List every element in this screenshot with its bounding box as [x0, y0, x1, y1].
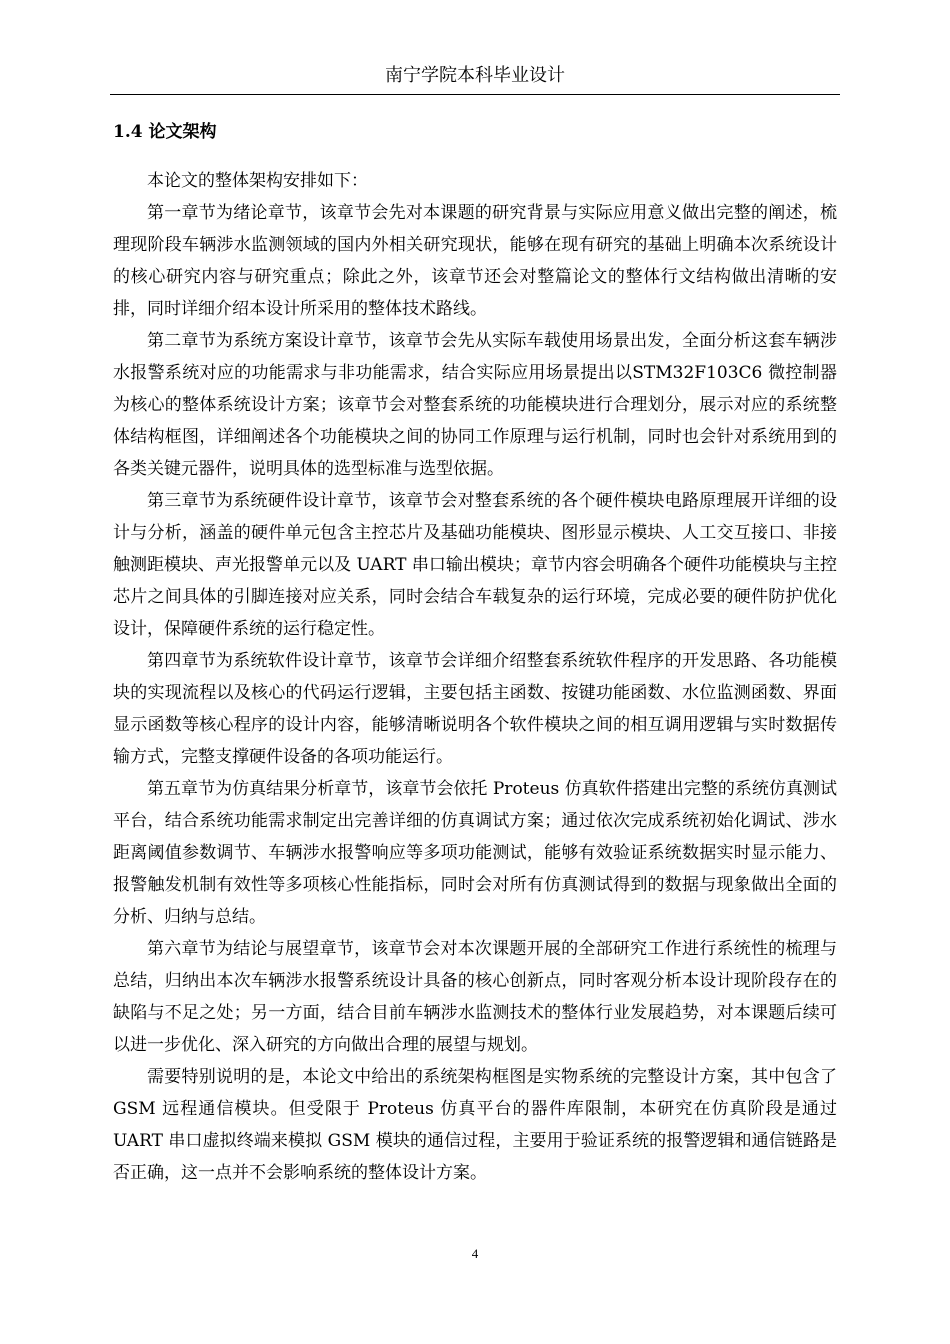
paragraph-chapter-6: 第六章节为结论与展望章节，该章节会对本次课题开展的全部研究工作进行系统性的梳理与总结，归纳出本次车辆涉水报警系统设计具备的核心创新点，同时客观分析本设计现阶段存在的缺陷与不足之处；另一方面，结合目前车辆涉水监测技术的整体行业发展趋势，对本课题后续可以进一步优化、深入研究的方向做出合理的展望与规划。	[113, 939, 837, 1055]
paragraph-chapter-5: 第五章节为仿真结果分析章节，该章节会依托 Proteus 仿真软件搭建出完整的系统仿真测试平台，结合系统功能需求制定出完善详细的仿真调试方案；通过依次完成系统初始化调试、涉水距离阈值参数调节、车辆涉水报警响应等多项功能测试，能够有效验证系统数据实时显示能力、报警触发机制有效性等多项核心性能指标，同时会对所有仿真测试得到的数据与现象做出全面的分析、归纳与总结。	[113, 779, 837, 927]
section-heading: 1.4 论文架构	[113, 122, 217, 142]
paragraph-intro: 本论文的整体架构安排如下：	[147, 171, 368, 191]
paragraph-note: 需要特别说明的是，本论文中给出的系统架构框图是实物系统的完整设计方案，其中包含了 GSM 远程通信模块。但受限于 Proteus 仿真平台的器件库限制，本研究在仿真阶段是通过 UART 串口虚拟终端来模拟 GSM 模块的通信过程，主要用于验证系统的报警逻辑和通信链路是否正确，这一点并不会影响系统的整体设计方案。	[113, 1067, 837, 1183]
paragraph-chapter-4: 第四章节为系统软件设计章节，该章节会详细介绍整套系统软件程序的开发思路、各功能模块的实现流程以及核心的代码运行逻辑，主要包括主函数、按键功能函数、水位监测函数、界面显示函数等核心程序的设计内容，能够清晰说明各个软件模块之间的相互调用逻辑与实时数据传输方式，完整支撑硬件设备的各项功能运行。	[113, 651, 837, 767]
paragraph-chapter-1: 第一章节为绪论章节，该章节会先对本课题的研究背景与实际应用意义做出完整的阐述，梳理现阶段车辆涉水监测领域的国内外相关研究现状，能够在现有研究的基础上明确本次系统设计的核心研究内容与研究重点；除此之外，该章节还会对整篇论文的整体行文结构做出清晰的安排，同时详细介绍本设计所采用的整体技术路线。	[113, 203, 837, 319]
paragraph-chapter-2: 第二章节为系统方案设计章节，该章节会先从实际车载使用场景出发，全面分析这套车辆涉水报警系统对应的功能需求与非功能需求，结合实际应用场景提出以STM32F103C6 微控制器为核心的整体系统设计方案；该章节会对整套系统的功能模块进行合理划分，展示对应的系统整体结构框图，详细阐述各个功能模块之间的协同工作原理与运行机制，同时也会针对系统用到的各类关键元器件，说明具体的选型标准与选型依据。	[113, 331, 837, 479]
page-content	[113, 114, 837, 1189]
page-number: 4	[471, 1246, 479, 1261]
page-header: 南宁学院本科毕业设计	[110, 62, 840, 95]
paragraph-chapter-3: 第三章节为系统硬件设计章节，该章节会对整套系统的各个硬件模块电路原理展开详细的设计与分析，涵盖的硬件单元包含主控芯片及基础功能模块、图形显示模块、人工交互接口、非接触测距模块、声光报警单元以及 UART 串口输出模块；章节内容会明确各个硬件功能模块与主控芯片之间具体的引脚连接对应关系，同时会结合车载复杂的运行环境，完成必要的硬件防护优化设计，保障硬件系统的运行稳定性。	[113, 491, 837, 639]
